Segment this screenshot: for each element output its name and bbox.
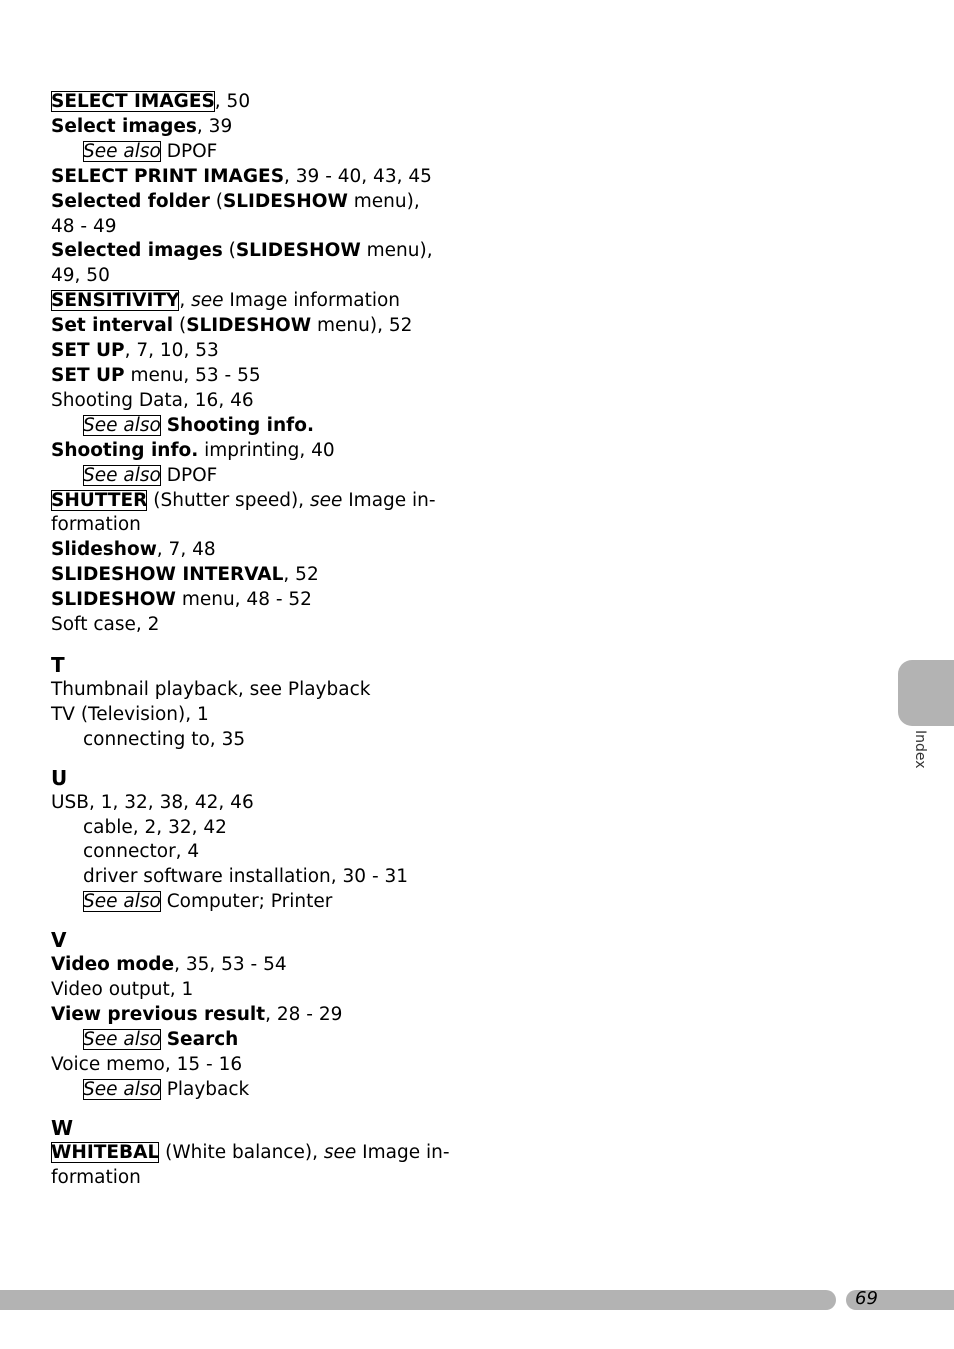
index-entry: Set interval (SLIDESHOW menu), 52	[51, 315, 413, 337]
index-entry: Slideshow, 7, 48	[51, 539, 216, 561]
index-entry-continued: 48 - 49	[51, 215, 117, 237]
see-also-line: See also DPOF	[83, 464, 218, 486]
see-also-line: See also Playback	[83, 1078, 250, 1100]
index-subentry: connector, 4	[83, 841, 200, 863]
index-term: SHUTTER	[51, 489, 148, 511]
section-letter: U	[51, 765, 68, 790]
index-term: Video mode	[51, 954, 175, 976]
index-term: Set interval	[51, 315, 174, 337]
index-entry: SELECT PRINT IMAGES, 39 - 40, 43, 45	[51, 165, 432, 187]
index-entry: SLIDESHOW INTERVAL, 52	[51, 564, 319, 586]
index-entry: Soft case, 2	[51, 614, 160, 636]
index-entry: Selected images (SLIDESHOW menu),	[51, 240, 433, 262]
index-entry: SLIDESHOW menu, 48 - 52	[51, 589, 312, 611]
index-side-tab	[898, 660, 954, 726]
index-column	[51, 90, 451, 1190]
index-entry: SELECT IMAGES, 50	[51, 91, 251, 112]
index-term: Select images	[51, 115, 197, 137]
see-also-line: See also Computer; Printer	[83, 891, 333, 913]
index-entry-continued: formation	[51, 1166, 141, 1188]
index-term: Shooting info.	[51, 439, 199, 461]
index-term: SET UP	[51, 340, 125, 362]
section-letter: W	[51, 1115, 74, 1140]
index-term: SELECT IMAGES	[51, 91, 215, 112]
index-entry: Shooting Data, 16, 46	[51, 389, 254, 411]
index-entry: SET UP menu, 53 - 55	[51, 364, 261, 386]
see-also-line: See also Search	[83, 1028, 239, 1050]
index-entry: SHUTTER (Shutter speed), see Image in-	[51, 489, 436, 511]
index-entry: WHITEBAL (White balance), see Image in-	[51, 1141, 450, 1163]
index-entry: SENSITIVITY, see Image information	[51, 290, 401, 312]
index-entry: View previous result, 28 - 29	[51, 1004, 343, 1025]
index-entry: Shooting info. imprinting, 40	[51, 439, 335, 461]
index-entry-continued: formation	[51, 514, 141, 536]
index-term: Selected images	[51, 240, 223, 262]
see-also-line: See also DPOF	[83, 140, 218, 162]
index-entry: Video output, 1	[51, 979, 194, 1001]
index-term: Slideshow	[51, 539, 157, 561]
index-term: SET UP	[51, 364, 125, 386]
index-entry: TV (Television), 1	[51, 703, 209, 725]
index-term: SELECT PRINT IMAGES	[51, 165, 285, 187]
index-entry: USB, 1, 32, 38, 42, 46	[51, 791, 254, 813]
index-subentry: driver software installation, 30 - 31	[83, 866, 409, 888]
index-subentry: cable, 2, 32, 42	[83, 816, 227, 838]
index-entry: Select images, 39	[51, 115, 233, 137]
index-term: SLIDESHOW INTERVAL	[51, 564, 284, 586]
page-number: 69	[855, 1288, 878, 1309]
footer-bar	[0, 1290, 836, 1310]
index-term: SENSITIVITY	[51, 290, 180, 312]
index-term: WHITEBAL	[51, 1141, 160, 1163]
index-subentry: connecting to, 35	[83, 728, 246, 750]
side-tab-label: Index	[912, 730, 928, 769]
index-entry: Voice memo, 15 - 16	[51, 1053, 243, 1075]
index-term: SLIDESHOW	[51, 589, 176, 611]
index-term: View previous result	[51, 1004, 266, 1025]
index-entry: Video mode, 35, 53 - 54	[51, 954, 287, 976]
see-also-line: See also Shooting info.	[83, 414, 314, 436]
index-term: Selected folder	[51, 190, 210, 212]
section-letter: V	[51, 928, 67, 953]
index-entry: SET UP, 7, 10, 53	[51, 340, 219, 362]
index-entry: Thumbnail playback, see Playback	[51, 678, 371, 700]
index-entry-continued: 49, 50	[51, 265, 110, 287]
section-letter: T	[51, 652, 65, 677]
index-entry: Selected folder (SLIDESHOW menu),	[51, 190, 420, 212]
